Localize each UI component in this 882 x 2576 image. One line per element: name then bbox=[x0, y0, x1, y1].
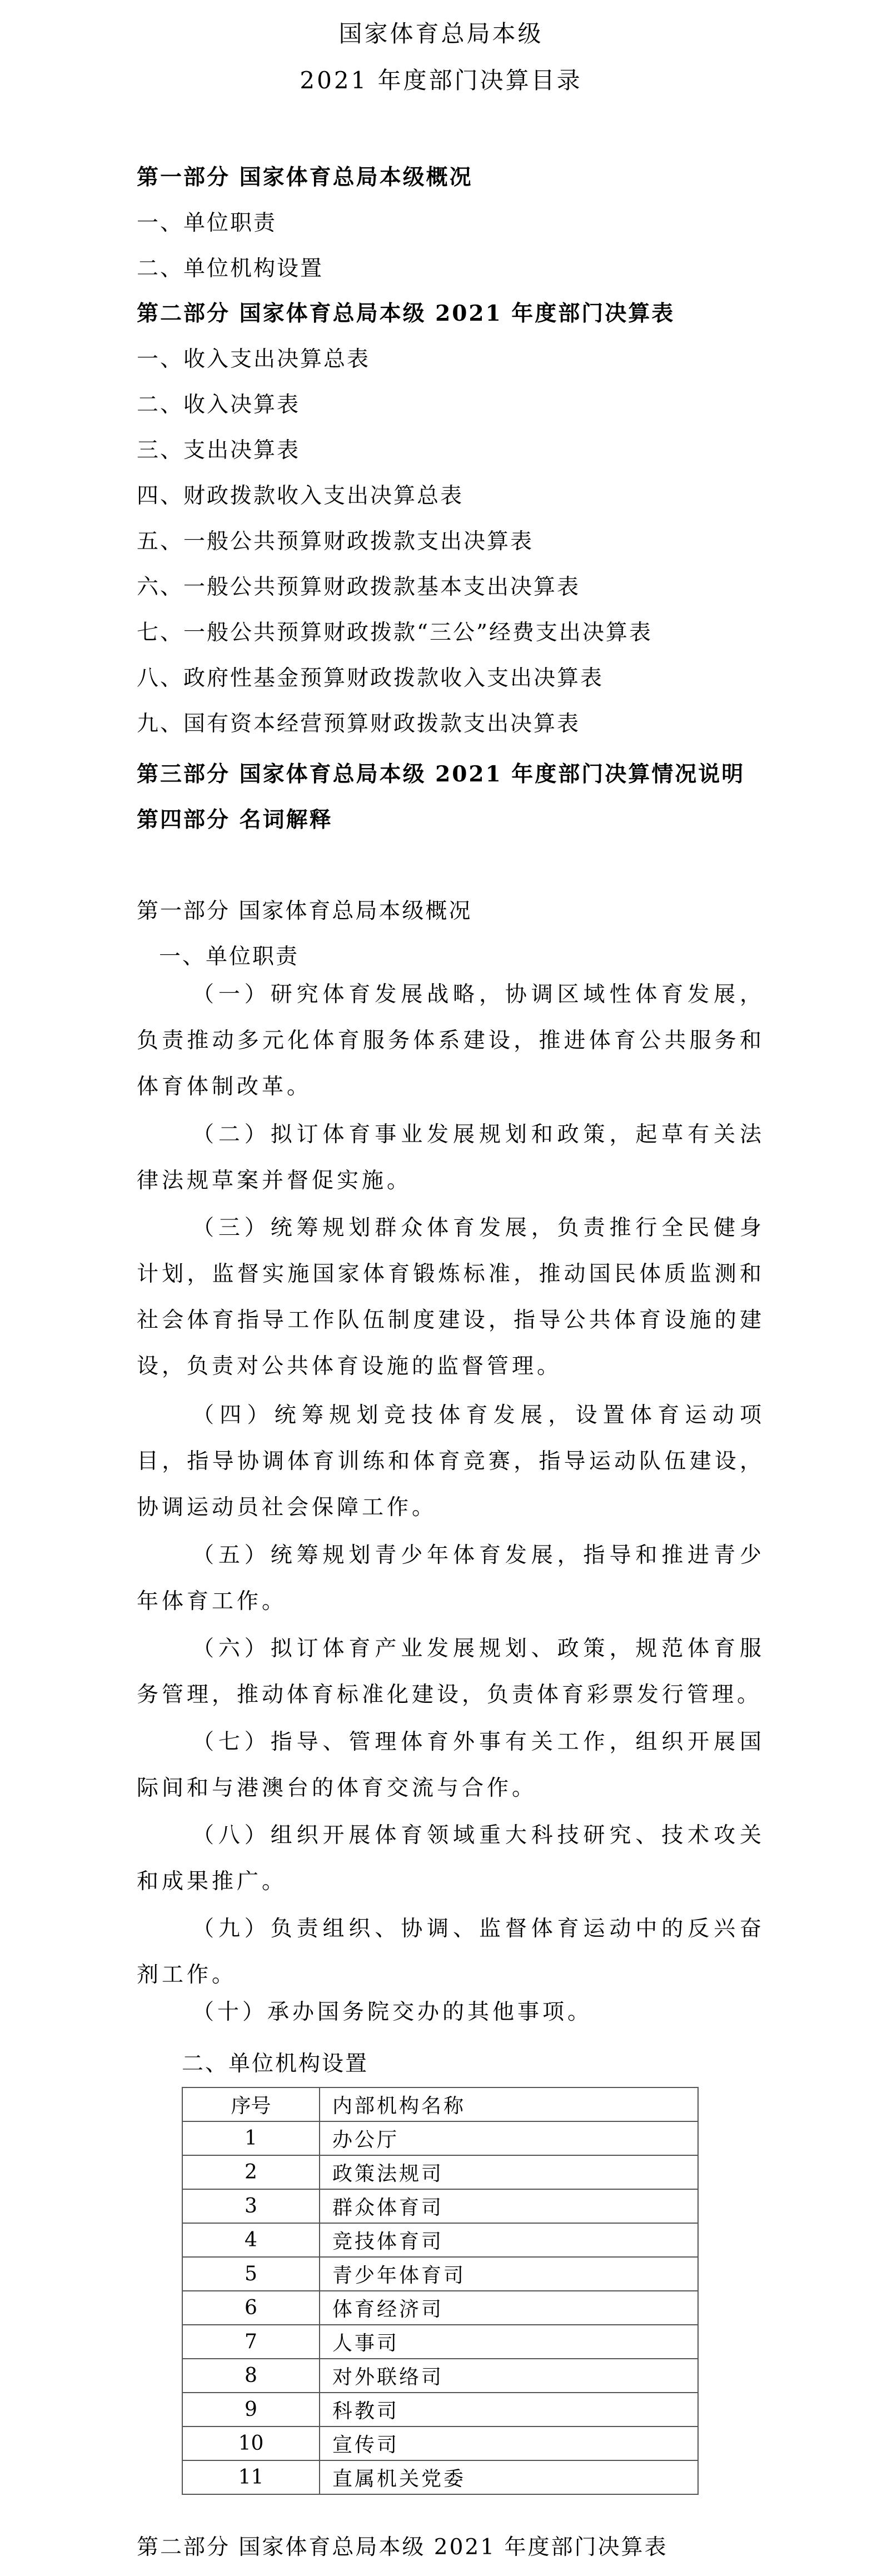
toc-item: 六、一般公共预算财政拨款基本支出决算表 bbox=[137, 575, 581, 600]
duty-paragraph: （七）指导、管理体育外事有关工作，组织开展国际间和与港澳台的体育交流与合作。 bbox=[137, 1730, 765, 1801]
row-name: 体育经济司 bbox=[320, 2291, 698, 2325]
document-title-line1: 国家体育总局本级 bbox=[338, 20, 544, 47]
header-num: 序号 bbox=[182, 2087, 320, 2121]
toc-item: 四、财政拨款收入支出决算总表 bbox=[137, 484, 464, 509]
toc-item: 第一部分 国家体育总局本级概况 bbox=[137, 165, 473, 190]
duty-paragraph: （五）统筹规划青少年体育发展，指导和推进青少年体育工作。 bbox=[137, 1543, 765, 1614]
row-num: 2 bbox=[182, 2155, 320, 2189]
toc-item: 七、一般公共预算财政拨款“三公”经费支出决算表 bbox=[137, 620, 652, 645]
table-row bbox=[182, 2460, 698, 2494]
table-header-row bbox=[182, 2087, 698, 2121]
row-name: 竞技体育司 bbox=[320, 2223, 698, 2257]
row-num: 8 bbox=[182, 2359, 320, 2393]
row-name: 青少年体育司 bbox=[320, 2257, 698, 2291]
table-row bbox=[182, 2325, 698, 2359]
toc-item: 第四部分 名词解释 bbox=[137, 807, 333, 833]
duty-paragraph: （四）统筹规划竞技体育发展，设置体育运动项目，指导协调体育训练和体育竞赛，指导运动队伍建设，协调运动员社会保障工作。 bbox=[137, 1403, 765, 1520]
row-num: 6 bbox=[182, 2291, 320, 2325]
toc-item: 九、国有资本经营预算财政拨款支出决算表 bbox=[137, 711, 581, 736]
row-name: 办公厅 bbox=[320, 2121, 698, 2155]
duty-paragraph: （六）拟订体育产业发展规划、政策，规范体育服务管理，推动体育标准化建设，负责体育彩票发行管理。 bbox=[137, 1636, 765, 1707]
row-num: 9 bbox=[182, 2393, 320, 2426]
table-row bbox=[182, 2223, 698, 2257]
row-num: 10 bbox=[182, 2426, 320, 2460]
duty-paragraph: （一）研究体育发展战略，协调区域性体育发展，负责推动多元化体育服务体系建设，推进体育公共服务和体育体制改革。 bbox=[137, 982, 765, 1099]
row-name: 人事司 bbox=[320, 2325, 698, 2359]
row-name: 群众体育司 bbox=[320, 2189, 698, 2223]
row-name: 直属机关党委 bbox=[320, 2460, 698, 2494]
toc-item: 二、收入决算表 bbox=[137, 392, 301, 417]
duty-paragraph: （九）负责组织、协调、监督体育运动中的反兴奋剂工作。 bbox=[137, 1916, 765, 1987]
table-row bbox=[182, 2291, 698, 2325]
table-row bbox=[182, 2257, 698, 2291]
section1-title: 一、单位职责 bbox=[159, 944, 300, 969]
row-num: 1 bbox=[182, 2121, 320, 2155]
toc-item: 五、一般公共预算财政拨款支出决算表 bbox=[137, 529, 534, 554]
header-name: 内部机构名称 bbox=[320, 2087, 698, 2121]
toc-item: 三、支出决算表 bbox=[137, 438, 301, 463]
toc-item: 八、政府性基金预算财政拨款收入支出决算表 bbox=[137, 666, 604, 691]
toc-item: 一、单位职责 bbox=[137, 211, 277, 236]
row-name: 宣传司 bbox=[320, 2426, 698, 2460]
table-row bbox=[182, 2393, 698, 2426]
duty-paragraph: （二）拟订体育事业发展规划和政策，起草有关法律法规草案并督促实施。 bbox=[137, 1122, 765, 1193]
toc-item: 第二部分 国家体育总局本级 2021 年度部门决算表 bbox=[137, 301, 675, 326]
row-num: 3 bbox=[182, 2189, 320, 2223]
row-num: 5 bbox=[182, 2257, 320, 2291]
row-name: 科教司 bbox=[320, 2393, 698, 2426]
section2-title: 二、单位机构设置 bbox=[182, 2051, 369, 2076]
row-name: 政策法规司 bbox=[320, 2155, 698, 2189]
table-row bbox=[182, 2189, 698, 2223]
org-table bbox=[182, 2087, 699, 2495]
duty-paragraph: （三）统筹规划群众体育发展，负责推行全民健身计划，监督实施国家体育锻炼标准，推动国民体质监测和社会体育指导工作队伍制度建设，指导公共体育设施的建设，负责对公共体育设施的监督管理。 bbox=[137, 1215, 765, 1379]
row-name: 对外联络司 bbox=[320, 2359, 698, 2393]
part1-heading: 第一部分 国家体育总局本级概况 bbox=[137, 899, 472, 924]
row-num: 11 bbox=[182, 2460, 320, 2494]
toc-item: 二、单位机构设置 bbox=[137, 256, 324, 281]
table-row bbox=[182, 2155, 698, 2189]
toc-item: 一、收入支出决算总表 bbox=[137, 347, 371, 372]
table-row bbox=[182, 2121, 698, 2155]
row-num: 4 bbox=[182, 2223, 320, 2257]
duty-paragraph: （十）承办国务院交办的其他事项。 bbox=[192, 2000, 593, 2025]
toc-item: 第三部分 国家体育总局本级 2021 年度部门决算情况说明 bbox=[137, 761, 745, 787]
duty-paragraph: （八）组织开展体育领域重大科技研究、技术攻关和成果推广。 bbox=[137, 1823, 765, 1894]
document-title-line2: 2021 年度部门决算目录 bbox=[300, 67, 582, 94]
table-row bbox=[182, 2426, 698, 2460]
table-row bbox=[182, 2359, 698, 2393]
part2-heading: 第二部分 国家体育总局本级 2021 年度部门决算表 bbox=[137, 2535, 668, 2560]
row-num: 7 bbox=[182, 2325, 320, 2359]
